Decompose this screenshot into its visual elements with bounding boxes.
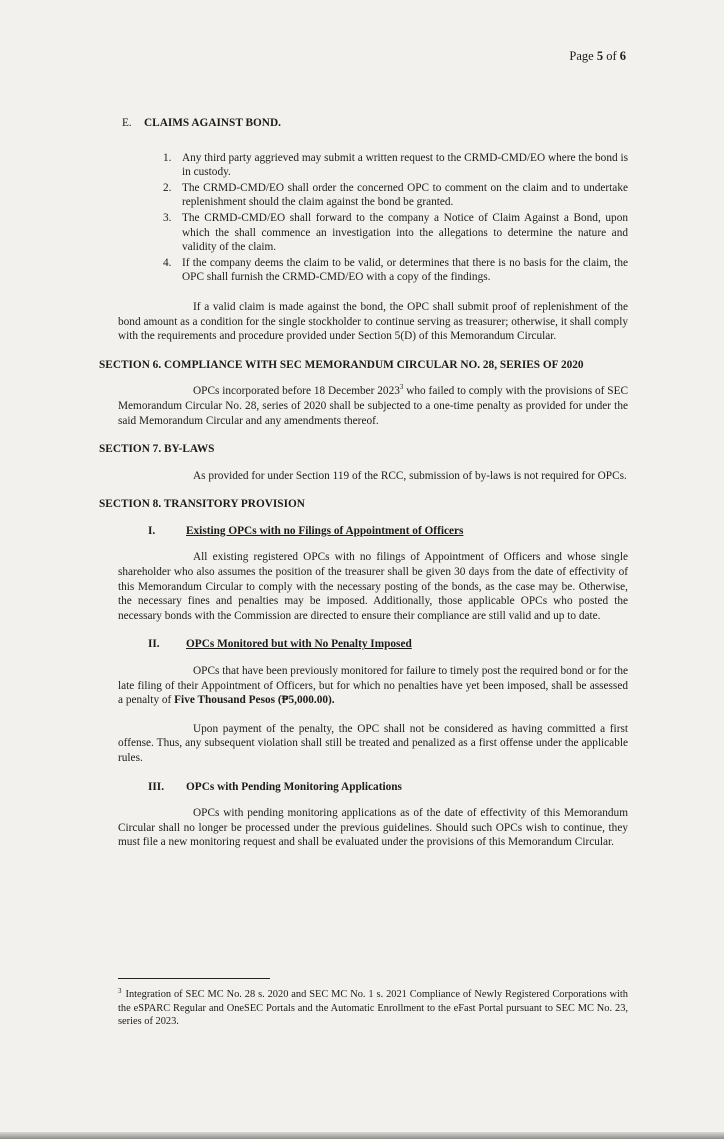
list-item-text: Any third party aggrieved may submit a written request to the CRMD-CMD/EO where the bond is in custody. [182, 151, 628, 179]
list-item-number: 2. [163, 181, 172, 194]
page-number: Page 5 of 6 [569, 49, 626, 63]
section-e-title: CLAIMS AGAINST BOND. [144, 117, 281, 129]
section-6-paragraph: OPCs incorporated before 18 December 2023$^3$ who failed to comply with the provisions of SEC Memorandum Circular No. 28, series of 2020 shall be subjected to a one-time penalty as provided for under the said Memorandum Circular and any amendments thereof. [118, 383, 629, 427]
subsection-i-heading [148, 524, 628, 539]
section-7-heading: SECTION 7. BY-LAWS [99, 443, 215, 456]
subsection-ii-paragraph: OPCs that have been previously monitored for failure to timely post the required bond or for the late filing of their Appointment of Officers, but for which no penalties have yet been imposed, shall be assessed a penalty of Five Thousand Pesos (₱5,000.00). [118, 665, 628, 707]
page-current: 5 [596, 49, 604, 63]
subsection-iii-heading [148, 780, 628, 795]
footnote-number: 3 [118, 986, 122, 995]
list-item-number: 3. [163, 211, 172, 224]
list-item-text: The CRMD-CMD/EO shall order the concerned OPC to comment on the claim and to undertake replenishment should the claim against the bond be granted. [182, 181, 628, 209]
section-e-heading [122, 116, 628, 131]
document-body [99, 116, 629, 864]
list-item-number: 4. [163, 256, 172, 269]
subsection-i-numeral: I. [148, 524, 156, 537]
list-item-text: If the company deems the claim to be valid, or determines that there is no basis for the claim, the OPC shall furnish the CRMD-CMD/EO with a copy of the findings. [182, 256, 628, 284]
list-item [163, 181, 628, 210]
subsection-i-paragraph: All existing registered OPCs with no filings of Appointment of Officers and whose single shareholder who also assumes the position of the treasurer shall be given 30 days from the date of effectivity of this Memorandum Circular to comply with the necessary posting of the bonds, as the case may be. Otherwise, the necessary fines and penalties may be imposed. Additionally, those applicable OPCs who posted the necessary bonds with the Commission are directed to ensure their compliance are still valid and up to date. [118, 551, 628, 622]
list-item-number: 1. [163, 151, 172, 164]
subsection-iii-paragraph: OPCs with pending monitoring applications as of the date of effectivity of this Memorandum Circular shall no longer be processed under the previous guidelines. Should such OPCs wish to continue, they must file a new monitoring request and shall be evaluated under the provisions of this Memorandum Circular. [118, 807, 628, 849]
subsection-iii-numeral: III. [148, 780, 165, 793]
subsection-ii-paragraph-2: Upon payment of the penalty, the OPC shall not be considered as having committed a first offense. Thus, any subsequent violation shall still be treated and penalized as a first offense under the applicable rules. [118, 722, 628, 764]
list-item-text: The CRMD-CMD/EO shall forward to the company a Notice of Claim Against a Bond, upon which the shall commence an investigation into the allegations to determine the nature and validity of the claim. [182, 211, 628, 254]
subsection-iii-title: OPCs with Pending Monitoring Applications [186, 780, 402, 793]
section-6-heading: SECTION 6. COMPLIANCE WITH SEC MEMORANDUM CIRCULAR NO. 28, SERIES OF 2020 [99, 358, 584, 371]
subsection-ii-numeral: II. [148, 638, 160, 651]
footnote-text: Integration of SEC MC No. 28 s. 2020 and SEC MC No. 1 s. 2021 Compliance of Newly Registered Corporations with the eSPARC Regular and OneSEC Portals and the Automatic Enrollment to the eFast Portal pursuant to SEC MC No. 23, series of 2023. [118, 989, 628, 1027]
list-item [163, 151, 628, 180]
footnote-divider [118, 978, 270, 979]
section-e-letter: E. [122, 117, 132, 129]
claims-list [163, 151, 628, 285]
section-7-paragraph: As provided for under Section 119 of the RCC, submission of by-laws is not required for OPCs. [193, 469, 627, 482]
subsection-ii-heading [148, 637, 628, 652]
footnote-ref: 3 [399, 383, 404, 392]
list-item [163, 256, 628, 285]
page-total: 6 [619, 49, 626, 63]
section-e-paragraph: If a valid claim is made against the bond, the OPC shall submit proof of replenishment of the bond amount as a condition for the single stockholder to continue serving as treasurer; otherwise, it shall comply with the requirements and procedure provided under Section 5(D) of this Memorandum Circular. [118, 300, 628, 343]
subsection-ii-title: OPCs Monitored but with No Penalty Imposed [186, 638, 412, 651]
list-item [163, 211, 628, 255]
penalty-amount: Five Thousand Pesos (₱5,000.00). [174, 694, 335, 707]
section-8-heading: SECTION 8. TRANSITORY PROVISION [99, 498, 305, 511]
subsection-i-title: Existing OPCs with no Filings of Appointment of Officers [186, 524, 464, 537]
footnote [118, 988, 628, 1029]
